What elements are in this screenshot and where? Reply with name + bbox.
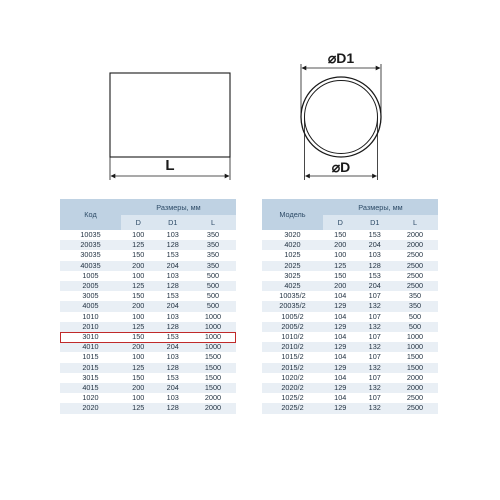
cell-d: 125 (121, 403, 156, 413)
cell-l: 350 (190, 230, 236, 240)
dimensions-group-header: Размеры, мм (121, 199, 236, 215)
dimensions-table-left (60, 199, 236, 414)
cell-d1: 107 (358, 332, 393, 342)
cell-code: 4020 (262, 240, 323, 250)
cell-code: 1025/2 (262, 393, 323, 403)
cell-d1: 204 (156, 261, 191, 271)
cell-l: 350 (190, 250, 236, 260)
cell-l: 350 (392, 301, 438, 311)
table-row (60, 322, 236, 332)
cell-d: 125 (121, 281, 156, 291)
cell-d: 150 (323, 271, 358, 281)
cell-d1: 107 (358, 352, 393, 362)
cell-d1: 103 (156, 271, 191, 281)
cell-code: 1015 (60, 352, 121, 362)
table-row (262, 291, 438, 301)
cell-l: 1500 (392, 352, 438, 362)
cell-d: 200 (323, 281, 358, 291)
table-row (262, 281, 438, 291)
cell-l: 500 (392, 322, 438, 332)
cell-d1: 153 (156, 291, 191, 301)
cell-code: 1015/2 (262, 352, 323, 362)
cell-code: 3020 (262, 230, 323, 240)
cell-d1: 153 (156, 373, 191, 383)
table-row (262, 271, 438, 281)
cell-code: 2015/2 (262, 363, 323, 373)
cell-d: 100 (121, 352, 156, 362)
cell-d1: 153 (156, 250, 191, 260)
cell-l: 1500 (190, 363, 236, 373)
table-row (262, 301, 438, 311)
cell-d1: 153 (156, 332, 191, 342)
cell-d1: 107 (358, 291, 393, 301)
cell-l: 500 (190, 271, 236, 281)
table-row (262, 383, 438, 393)
cell-d: 129 (323, 383, 358, 393)
cell-l: 2000 (392, 230, 438, 240)
table-row (60, 352, 236, 362)
table-row (262, 342, 438, 352)
cell-d1: 107 (358, 393, 393, 403)
cell-d1: 103 (156, 230, 191, 240)
cell-code: 3015 (60, 373, 121, 383)
cell-l: 500 (190, 281, 236, 291)
cell-d1: 107 (358, 373, 393, 383)
cell-d: 150 (121, 291, 156, 301)
col-d-header: D (323, 215, 358, 230)
cell-d: 129 (323, 301, 358, 311)
col-d1-header: D1 (156, 215, 191, 230)
table-row (262, 363, 438, 373)
cell-code: 1005 (60, 271, 121, 281)
cell-l: 500 (392, 312, 438, 322)
cell-code: 1020 (60, 393, 121, 403)
table-row (60, 271, 236, 281)
cell-d: 150 (121, 332, 156, 342)
cell-code: 3005 (60, 291, 121, 301)
cell-d: 200 (121, 342, 156, 352)
cell-d1: 103 (156, 312, 191, 322)
table-row (60, 373, 236, 383)
cell-l: 2500 (392, 403, 438, 413)
cell-l: 1500 (190, 383, 236, 393)
cell-code: 10035/2 (262, 291, 323, 301)
inner-diameter-label: ⌀D (331, 159, 351, 175)
table-row (262, 250, 438, 260)
cell-code: 2005/2 (262, 322, 323, 332)
table-row (60, 363, 236, 373)
cell-l: 350 (190, 261, 236, 271)
col-d1-header: D1 (358, 215, 393, 230)
cell-d: 200 (121, 383, 156, 393)
cell-l: 1000 (190, 322, 236, 332)
cell-d: 125 (323, 261, 358, 271)
table-row (262, 403, 438, 413)
table-row (60, 393, 236, 403)
cell-l: 1500 (190, 373, 236, 383)
cell-l: 1000 (190, 312, 236, 322)
cell-d: 104 (323, 352, 358, 362)
cell-d1: 103 (358, 250, 393, 260)
cell-d: 129 (323, 322, 358, 332)
cell-l: 2000 (392, 240, 438, 250)
table-row (60, 291, 236, 301)
cell-d1: 103 (156, 393, 191, 403)
cell-l: 2500 (392, 281, 438, 291)
cell-code: 4025 (262, 281, 323, 291)
cell-l: 2500 (392, 393, 438, 403)
cell-l: 1500 (190, 352, 236, 362)
dimensions-group-header: Размеры, мм (323, 199, 438, 215)
table-row (262, 261, 438, 271)
cell-l: 350 (392, 291, 438, 301)
cell-d1: 153 (358, 230, 393, 240)
cell-d: 150 (323, 230, 358, 240)
cell-l: 2000 (392, 373, 438, 383)
table-row (262, 332, 438, 342)
cell-d: 100 (121, 230, 156, 240)
table-row (262, 230, 438, 240)
cell-d: 125 (121, 240, 156, 250)
pipe-drawing (0, 0, 500, 195)
cell-d1: 132 (358, 322, 393, 332)
table-row (60, 261, 236, 271)
col-d-header: D (121, 215, 156, 230)
cell-d1: 128 (156, 281, 191, 291)
table-row (60, 230, 236, 240)
cell-d1: 204 (156, 342, 191, 352)
dimensions-table-right (262, 199, 438, 414)
table-row (60, 342, 236, 352)
cell-l: 500 (190, 301, 236, 311)
cell-d: 100 (121, 393, 156, 403)
cell-code: 2010/2 (262, 342, 323, 352)
cell-code: 2020/2 (262, 383, 323, 393)
cell-code: 3025 (262, 271, 323, 281)
cell-code: 10035 (60, 230, 121, 240)
cell-code: 4015 (60, 383, 121, 393)
table-row (262, 322, 438, 332)
cell-code: 20035 (60, 240, 121, 250)
cell-d1: 204 (358, 281, 393, 291)
cell-d: 104 (323, 312, 358, 322)
cell-code: 2025/2 (262, 403, 323, 413)
cell-code: 1010 (60, 312, 121, 322)
table-row (262, 312, 438, 322)
cell-d1: 128 (156, 240, 191, 250)
cell-d: 104 (323, 393, 358, 403)
cell-d1: 132 (358, 301, 393, 311)
length-label: L (165, 157, 175, 174)
cell-d1: 132 (358, 363, 393, 373)
col-code-header: Код (60, 199, 121, 230)
cell-l: 2500 (392, 250, 438, 260)
cell-l: 2500 (392, 271, 438, 281)
cell-d1: 132 (358, 403, 393, 413)
cell-l: 1000 (190, 332, 236, 342)
cell-code: 2005 (60, 281, 121, 291)
cell-d: 150 (121, 373, 156, 383)
cell-d1: 103 (156, 352, 191, 362)
cell-code: 1020/2 (262, 373, 323, 383)
cell-l: 1000 (392, 342, 438, 352)
cell-d: 100 (323, 250, 358, 260)
col-model-header: Модель (262, 199, 323, 230)
table-row (262, 240, 438, 250)
cell-l: 1500 (392, 363, 438, 373)
outer-diameter-label: ⌀D1 (327, 50, 355, 66)
cell-d: 129 (323, 403, 358, 413)
table-row (60, 332, 236, 342)
cell-d: 104 (323, 373, 358, 383)
cell-l: 2000 (392, 383, 438, 393)
cell-d: 125 (121, 322, 156, 332)
table-row (60, 240, 236, 250)
table-row (60, 403, 236, 413)
cell-d: 200 (121, 301, 156, 311)
cell-d1: 204 (358, 240, 393, 250)
cell-code: 20035/2 (262, 301, 323, 311)
table-row (60, 281, 236, 291)
table-row (262, 373, 438, 383)
cell-d: 100 (121, 312, 156, 322)
cell-d: 200 (121, 261, 156, 271)
cell-code: 4010 (60, 342, 121, 352)
cell-l: 1000 (190, 342, 236, 352)
cell-code: 4005 (60, 301, 121, 311)
cell-d1: 128 (156, 363, 191, 373)
cell-d1: 153 (358, 271, 393, 281)
cell-l: 2500 (392, 261, 438, 271)
cell-code: 3010 (60, 332, 121, 342)
cell-d: 125 (121, 363, 156, 373)
cell-code: 2025 (262, 261, 323, 271)
cell-l: 500 (190, 291, 236, 301)
cell-d1: 128 (358, 261, 393, 271)
cell-code: 2010 (60, 322, 121, 332)
cell-d: 100 (121, 271, 156, 281)
cell-l: 2000 (190, 393, 236, 403)
cell-l: 2000 (190, 403, 236, 413)
cell-l: 1000 (392, 332, 438, 342)
cell-code: 2020 (60, 403, 121, 413)
cell-d1: 107 (358, 312, 393, 322)
cell-d1: 132 (358, 342, 393, 352)
table-row (60, 250, 236, 260)
cell-code: 1025 (262, 250, 323, 260)
cell-l: 350 (190, 240, 236, 250)
table-row (60, 312, 236, 322)
cell-code: 1010/2 (262, 332, 323, 342)
col-l-header: L (392, 215, 438, 230)
cell-d1: 204 (156, 301, 191, 311)
cell-d1: 204 (156, 383, 191, 393)
cell-d: 129 (323, 342, 358, 352)
table-row (262, 352, 438, 362)
cell-code: 40035 (60, 261, 121, 271)
cell-d: 104 (323, 291, 358, 301)
cell-d1: 128 (156, 403, 191, 413)
cell-code: 30035 (60, 250, 121, 260)
table-row (60, 301, 236, 311)
table-row (262, 393, 438, 403)
cell-d: 200 (323, 240, 358, 250)
col-l-header: L (190, 215, 236, 230)
table-row (60, 383, 236, 393)
cell-d: 129 (323, 363, 358, 373)
cell-d: 104 (323, 332, 358, 342)
cell-d: 150 (121, 250, 156, 260)
cell-d1: 132 (358, 383, 393, 393)
cell-code: 2015 (60, 363, 121, 373)
cell-code: 1005/2 (262, 312, 323, 322)
cell-d1: 128 (156, 322, 191, 332)
